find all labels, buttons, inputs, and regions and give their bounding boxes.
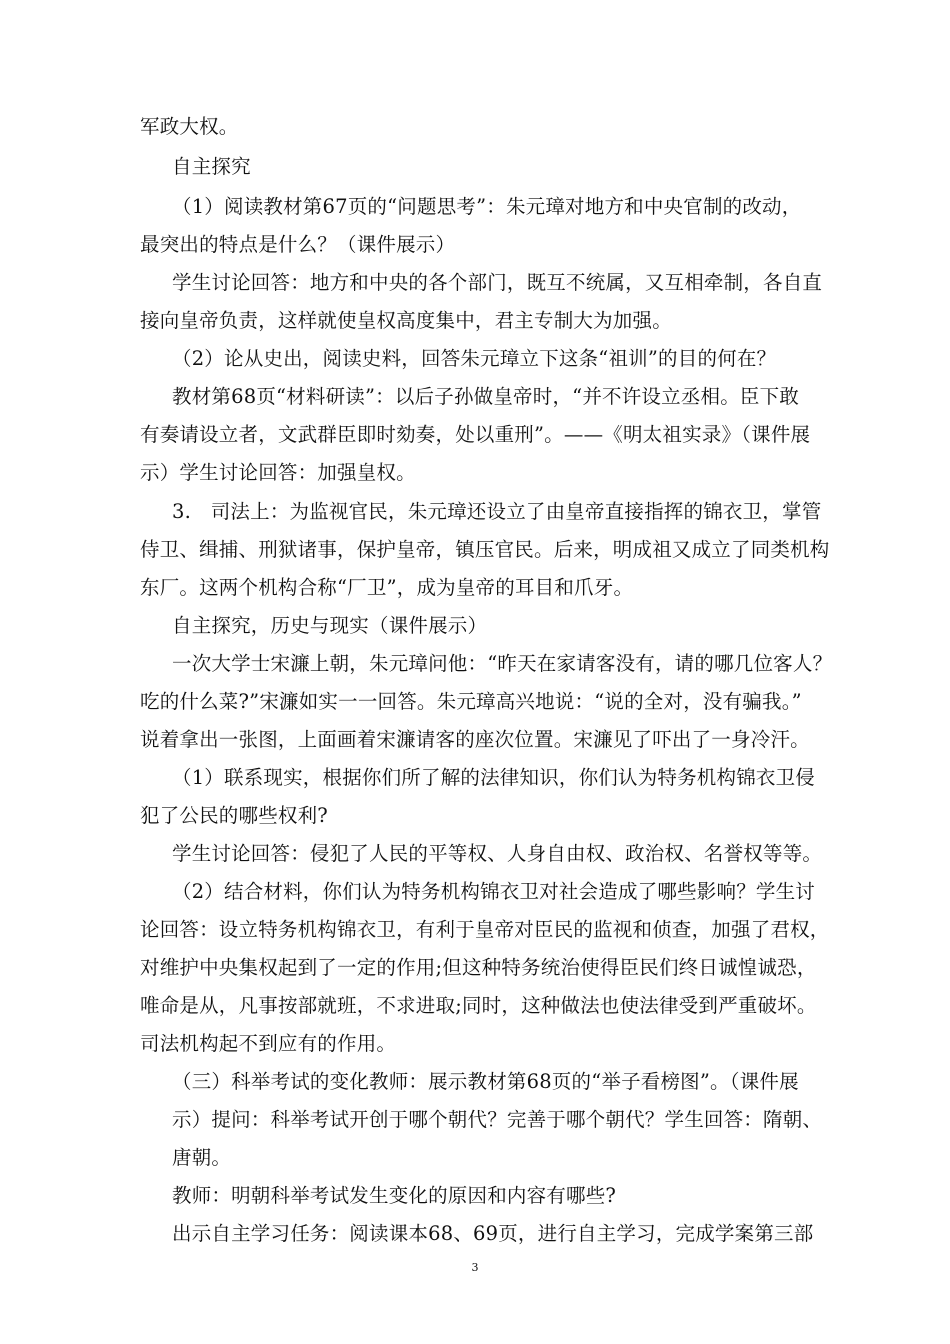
text-line: 3. 司法上：为监视官民，朱元璋还设立了由皇帝直接指挥的锦衣卫，掌管 <box>172 500 822 523</box>
page-number: 3 <box>471 1261 479 1274</box>
text-line: （1）阅读教材第67页的“问题思考”：朱元璋对地方和中央官制的改动， <box>172 195 802 218</box>
text-line: 有奏请设立者，文武群臣即时劾奏，处以重刑”。——《明太祖实录》（课件展 <box>140 423 811 446</box>
text-line: 一次大学士宋濂上朝，朱元璋问他：“昨天在家请客没有，请的哪几位客人？ <box>172 652 833 675</box>
text-line: （三）科举考试的变化教师：展示教材第68页的“举子看榜图”。（课件展 <box>172 1070 799 1093</box>
text-line: 侍卫、缉捕、刑狱诸事，保护皇帝，镇压官民。后来，明成祖又成立了同类机构 <box>140 538 830 561</box>
text-line: 东厂。这两个机构合称“厂卫”，成为皇帝的耳目和爪牙。 <box>140 576 634 599</box>
text-line: 学生讨论回答：侵犯了人民的平等权、人身自由权、政治权、名誉权等等。 <box>172 842 823 865</box>
text-line: （1）联系现实，根据你们所了解的法律知识，你们认为特务机构锦衣卫侵 <box>172 766 816 789</box>
text-line: 自主探究，历史与现实（课件展示） <box>172 614 488 637</box>
text-line: 示）提问：科举考试开创于哪个朝代？完善于哪个朝代？学生回答：隋朝、 <box>172 1108 823 1131</box>
text-line: （2）论从史出，阅读史料，回答朱元璋立下这条“祖训”的目的何在？ <box>172 347 777 370</box>
text-line: 接向皇帝负责，这样就使皇权高度集中，君主专制大为加强。 <box>140 309 672 332</box>
text-line: 吃的什么菜?”宋濂如实一一回答。朱元璋高兴地说：“说的全对，没有骗我。” <box>140 690 802 713</box>
text-line: 说着拿出一张图，上面画着宋濂请客的座次位置。宋濂见了吓出了一身冷汗。 <box>140 728 810 751</box>
text-line: 示）学生讨论回答：加强皇权。 <box>140 461 416 484</box>
text-line: （2）结合材料，你们认为特务机构锦衣卫对社会造成了哪些影响？学生讨 <box>172 880 816 903</box>
text-line: 论回答：设立特务机构锦衣卫，有利于皇帝对臣民的监视和侦查，加强了君权， <box>140 918 830 941</box>
text-line: 学生讨论回答：地方和中央的各个部门，既互不统属，又互相牵制，各自直 <box>172 271 823 294</box>
text-line: 唐朝。 <box>172 1146 232 1169</box>
text-line: 最突出的特点是什么？（课件展示） <box>140 233 456 256</box>
text-line: 对维护中央集权起到了一定的作用;但这种特务统治使得臣民们终日诚惶诚恐， <box>140 956 817 979</box>
text-line: 唯命是从，凡事按部就班，不求进取;同时，这种做法也使法律受到严重破坏。 <box>140 994 817 1017</box>
text-line: 犯了公民的哪些权利? <box>140 804 328 827</box>
text-line: 司法机构起不到应有的作用。 <box>140 1032 397 1055</box>
text-line: 出示自主学习任务：阅读课本68、69页，进行自主学习，完成学案第三部 <box>172 1222 814 1245</box>
text-line: 自主探究 <box>172 155 251 178</box>
text-line: 军政大权。 <box>140 115 239 138</box>
text-line: 教材第68页“材料研读”：以后子孙做皇帝时，“并不许设立丞相。臣下敢 <box>172 385 800 408</box>
text-line: 教师：明朝科举考试发生变化的原因和内容有哪些? <box>172 1184 617 1207</box>
